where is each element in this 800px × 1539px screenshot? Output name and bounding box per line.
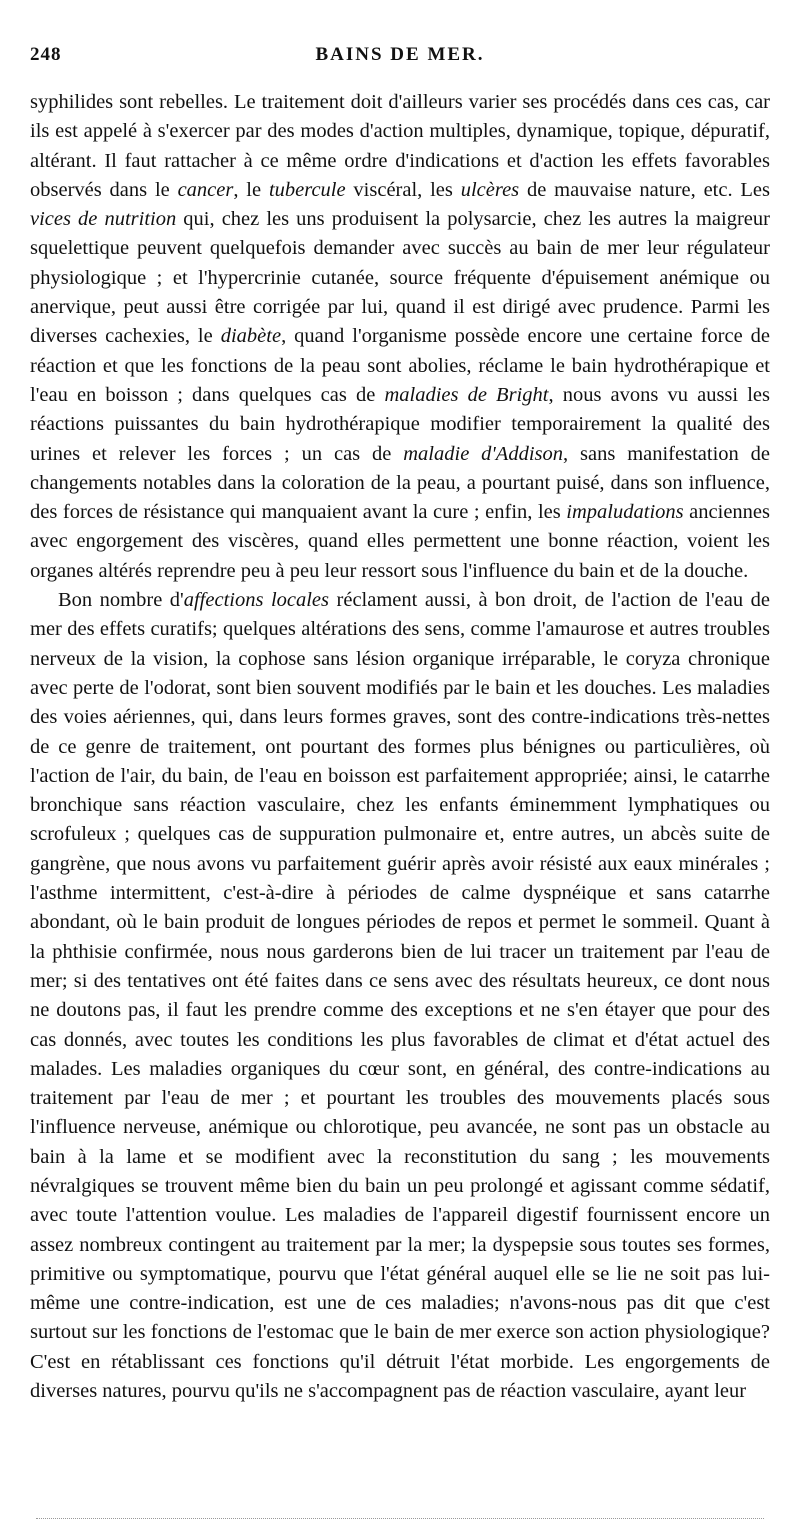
italic-term: affections locales: [183, 589, 330, 612]
text-run: syphilides sont rebelles. Le traitement doit d'ailleurs varier ses procédés dans ces cas, car ils est appelé à s'exercer par des modes d'action multiples, dynamique, topique, dépuratif, altérant. Il faut rattacher à ce même ordre d'indications et d'action les effets favorables observés dans le: [30, 91, 770, 201]
text-run: Bon nombre d': [58, 589, 184, 612]
italic-term: maladies de Bright: [384, 383, 549, 406]
italic-term: impaludations: [566, 501, 684, 524]
italic-term: tubercule: [268, 178, 346, 201]
text-run: réclament aussi, à bon droit, de l'action de l'eau de mer des effets curatifs; quelques altérations des sens, comme l'amaurose et autres troubles nerveux de la vision, la cophose sans lésion organique irréparable, le coryza chronique avec perte de l'odorat, sont bien souvent modifiés par le bain et les douches. Les maladies des voies aériennes, qui, dans leurs formes graves, sont des contre-indications très-nettes de ce genre de traitement, ont pourtant des formes plus bénignes ou particulières, où l'action de l'air, du bain, de l'eau en boisson est parfaitement appropriée; ainsi, le catarrhe bronchique sans réaction vasculaire, chez les enfants éminemment lymphatiques ou scrofuleux ; quelques cas de suppuration pulmonaire et, entre autres, un abcès suite de gangrène, que nous avons vu parfaitement guérir après avoir résisté aux eaux minérales ; l'asthme intermittent, c'est-à-dire à périodes de calme dyspnéique et sans catarrhe abondant, où le bain produit de longues périodes de repos et permet le sommeil. Quant à la phthisie confirmée, nous nous garderons bien de lui tracer un traitement par l'eau de mer; si des tentatives ont été faites dans ce sens avec des résultats heureux, ce dont nous ne doutons pas, il faut les prendre comme des exceptions et ne s'en étayer que pour des cas donnés, avec toutes les conditions les plus favorables de climat et d'état actuel des malades. Les maladies organiques du cœur sont, en général, des contre-indications au traitement par l'eau de mer ; et pourtant les troubles des mouvements placés sous l'influence nerveuse, anémique ou chlorotique, peu avancée, ne sont pas un obstacle au bain à la lame et se modifient avec la reconstitution du sang ; les mouvements névralgiques se trouvent même bien du bain un peu prolongé et agissant comme sédatif, avec toute l'attention voulue. Les maladies de l'appareil digestif fournissent encore un assez nombreux contingent au traitement par la mer; la dyspepsie sous toutes ses formes, primitive ou symptomatique, pourvu que l'état général auquel elle se lie ne soit pas lui-même une contre-indication, est une de ces maladies; n'avons-nous pas dit que c'est surtout sur les fonctions de l'estomac que le bain de mer exerce son action physiologique? C'est en rétablissant ces fonctions qu'il détruit l'état morbide. Les engorgements de diverses natures, pourvu qu'ils ne s'accompagnent pas de réaction vasculaire, ayant leur: [30, 589, 770, 1403]
italic-term: diabète: [220, 325, 282, 348]
text-run: , le: [233, 178, 269, 201]
paragraph: [30, 586, 770, 1406]
text-run: , quand l'organisme possède encore une certaine force de réaction et que les fonctions de la peau sont abolies, réclame le bain hydrothérapique et l'eau en boisson ; dans quelques cas de: [30, 325, 771, 406]
italic-term: maladie d'Addison: [403, 442, 564, 465]
text-run: anciennes avec engorgement des viscères, quand elles permettent une bonne réaction, voient les organes altérés reprendre peu à peu leur ressort sous l'influence du bain et de la douche.: [30, 501, 771, 582]
italic-term: cancer: [177, 178, 234, 201]
italic-term: vices de nutrition: [30, 208, 177, 231]
page-header: [30, 40, 770, 80]
text-run: de mauvaise nature, etc. Les: [519, 178, 771, 201]
paragraph: [30, 88, 770, 586]
footer-rule: [36, 1518, 764, 1519]
running-head: BAINS DE MER.: [315, 44, 485, 65]
italic-term: ulcères: [460, 178, 520, 201]
text-run: viscéral, les: [345, 178, 461, 201]
text-run: , sans manifestation de changements notables dans la coloration de la peau, a pourtant puisé, dans son influence, des forces de résistance qui manquaient avant la cure ; enfin, les: [30, 442, 771, 524]
text-run: , nous avons vu aussi les réactions puissantes du bain hydrothérapique modifier temporairement la qualité des urines et relever les forces ; un cas de: [30, 383, 770, 465]
page-number: 248: [30, 44, 62, 65]
book-page: [30, 40, 770, 1406]
text-run: qui, chez les uns produisent la polysarcie, chez les autres la maigreur squelettique peuvent quelquefois demander avec succès au bain de mer leur régulateur physiologique ; et l'hypercrinie cutanée, source fréquente d'épuisement anémique ou anervique, peut aussi être corrigée par lui, quand il est dirigé avec prudence. Parmi les diverses cachexies, le: [30, 208, 770, 348]
body-text: [30, 88, 770, 1406]
